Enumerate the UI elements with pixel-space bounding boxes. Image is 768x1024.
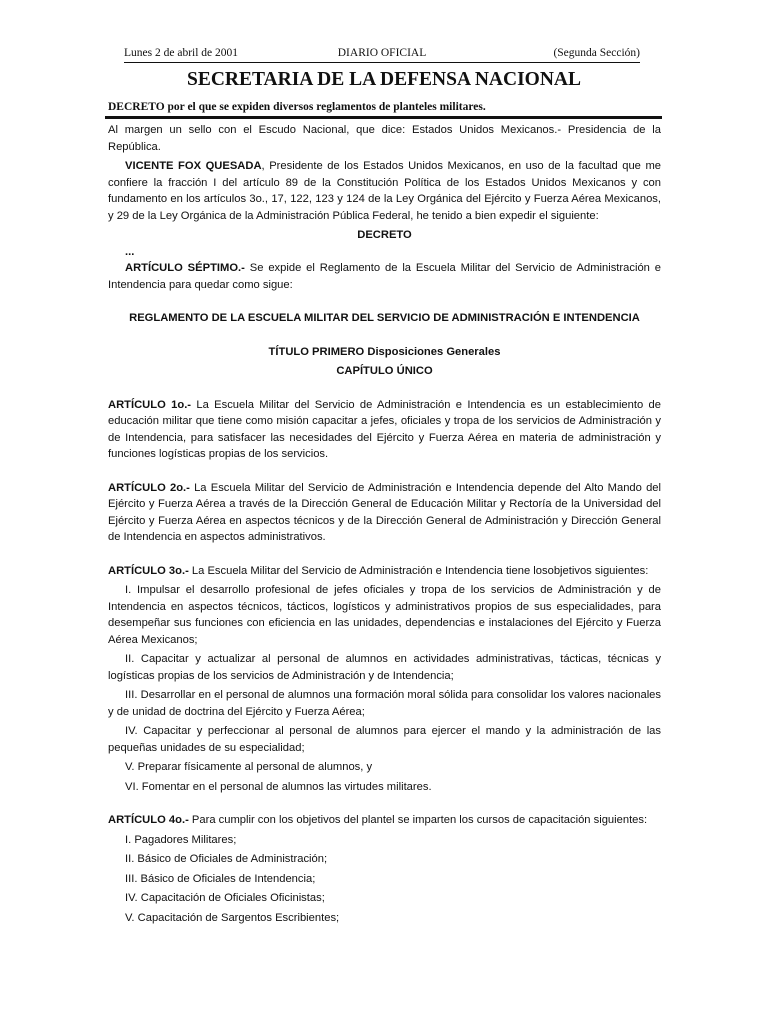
heading-rule — [105, 116, 662, 119]
regulation-title: REGLAMENTO DE LA ESCUELA MILITAR DEL SERVICIO DE ADMINISTRACIÓN E INTENDENCIA — [129, 312, 640, 324]
article-3-item: III. Desarrollar en el personal de alumnos una formación moral sólida para consolidar los valores nacionales y de unidad de doctrina del Ejército y Fuerza Aérea; — [108, 689, 661, 718]
president-name: VICENTE FOX QUESADA — [125, 160, 262, 172]
seal-paragraph: Al margen un sello con el Escudo Nacional, que dice: Estados Unidos Mexicanos.- Presidencia de la República. — [108, 124, 661, 153]
document-title: SECRETARIA DE LA DEFENSA NACIONAL — [186, 69, 582, 90]
president-text: , Presidente de los Estados Unidos Mexicanos, en uso de la facultad que me confiere la fracción I del artículo 89 de la Constitución Política de los Estados Unidos Mexicanos y con fundamento en los artículos 3o., 17, 122, 123 y 124 de la Ley Orgánica del Ejército y Fuerza Aérea Mexicanos, y 29 de la Ley Orgánica de la Administración Pública Federal, he tenido a bien expedir el siguiente: — [108, 160, 661, 222]
article-4-label: ARTÍCULO 4o.- — [108, 814, 189, 826]
article-2-text: La Escuela Militar del Servicio de Administración e Intendencia depende del Alto Mando del Ejército y Fuerza Aérea a través de la Dirección General de Educación Militar y Rectoría de la Universidad del Ejército y Fuerza Aérea en aspectos técnicos y de la Dirección General de Administración y Dirección General de Intendencia en aspectos administrativos. — [108, 481, 662, 543]
article-3-item: VI. Fomentar en el personal de alumnos las virtudes militares. — [125, 780, 432, 793]
decreto-label: DECRETO — [357, 229, 412, 241]
article-1-label: ARTÍCULO 1o.- — [108, 398, 192, 411]
article-2-label: ARTÍCULO 2o.- — [108, 481, 190, 494]
title-primero: TÍTULO PRIMERO Disposiciones Generales — [268, 345, 501, 358]
document-body — [108, 122, 661, 926]
article-3 — [108, 563, 661, 580]
article-4-item: III. Básico de Oficiales de Intendencia; — [125, 872, 316, 885]
article-3-item: I. Impulsar el desarrollo profesional de jefes oficiales y tropa de los servicios de Administración y de Intendencia en aspectos técnicos, tácticos, logísticos y administrativos propios de sus especialidades, para desempeñar sus funciones con eficiencia en las unidades, dependencias e instalaciones del Ejército y Fuerza Aérea Mexicanos; — [108, 584, 661, 646]
article-4-item: I. Pagadores Militares; — [125, 833, 237, 846]
header-section: (Segunda Sección) — [553, 47, 640, 59]
decree-heading: DECRETO por el que se expiden diversos reglamentos de planteles militares. — [108, 101, 486, 113]
ellipsis: ... — [125, 245, 135, 258]
article-4 — [108, 812, 661, 829]
article-3-text: La Escuela Militar del Servicio de Administración e Intendencia tiene losobjetivos siguientes: — [188, 564, 649, 577]
article-4-item: V. Capacitación de Sargentos Escribientes; — [125, 911, 340, 924]
article-seventh-text: Se expide el Reglamento de la Escuela Militar del Servicio de Administración e Intendencia para quedar como sigue: — [108, 262, 661, 291]
article-4-item: IV. Capacitación de Oficiales Oficinistas; — [125, 892, 325, 904]
article-1 — [108, 397, 661, 463]
article-seventh — [108, 260, 661, 293]
article-3-item: II. Capacitar y actualizar al personal de alumnos en actividades administrativas, tácticas, técnicas y logísticas propias de los servicios de Administración y de Intendencia; — [108, 653, 661, 682]
running-header — [124, 46, 640, 63]
article-seventh-label: ARTÍCULO SÉPTIMO.- — [125, 262, 245, 274]
article-1-text: La Escuela Militar del Servicio de Administración e Intendencia es un establecimiento de educación militar que tiene como misión capacitar a jefes, oficiales y tropa de los servicios de Administración y de Intendencia, para satisfacer las necesidades del Ejército y Fuerza Aérea en materia de administración y funciones logísticas propias de los servicios. — [108, 398, 661, 460]
president-paragraph — [108, 158, 661, 224]
article-3-item: V. Preparar físicamente al personal de alumnos, y — [125, 761, 373, 773]
article-4-text: Para cumplir con los objetivos del plantel se imparten los cursos de capacitación siguientes: — [188, 814, 648, 826]
header-publication: DIARIO OFICIAL — [337, 47, 427, 59]
article-3-label: ARTÍCULO 3o.- — [108, 564, 189, 577]
article-3-item: IV. Capacitar y perfeccionar al personal de alumnos para ejercer el mando y la administración de las pequeñas unidades de su especialidad; — [108, 725, 661, 754]
capitulo-unico: CAPÍTULO ÚNICO — [336, 365, 433, 377]
header-date: Lunes 2 de abril de 2001 — [124, 47, 239, 59]
article-4-item: II. Básico de Oficiales de Administración; — [125, 853, 328, 865]
article-2 — [108, 480, 661, 546]
